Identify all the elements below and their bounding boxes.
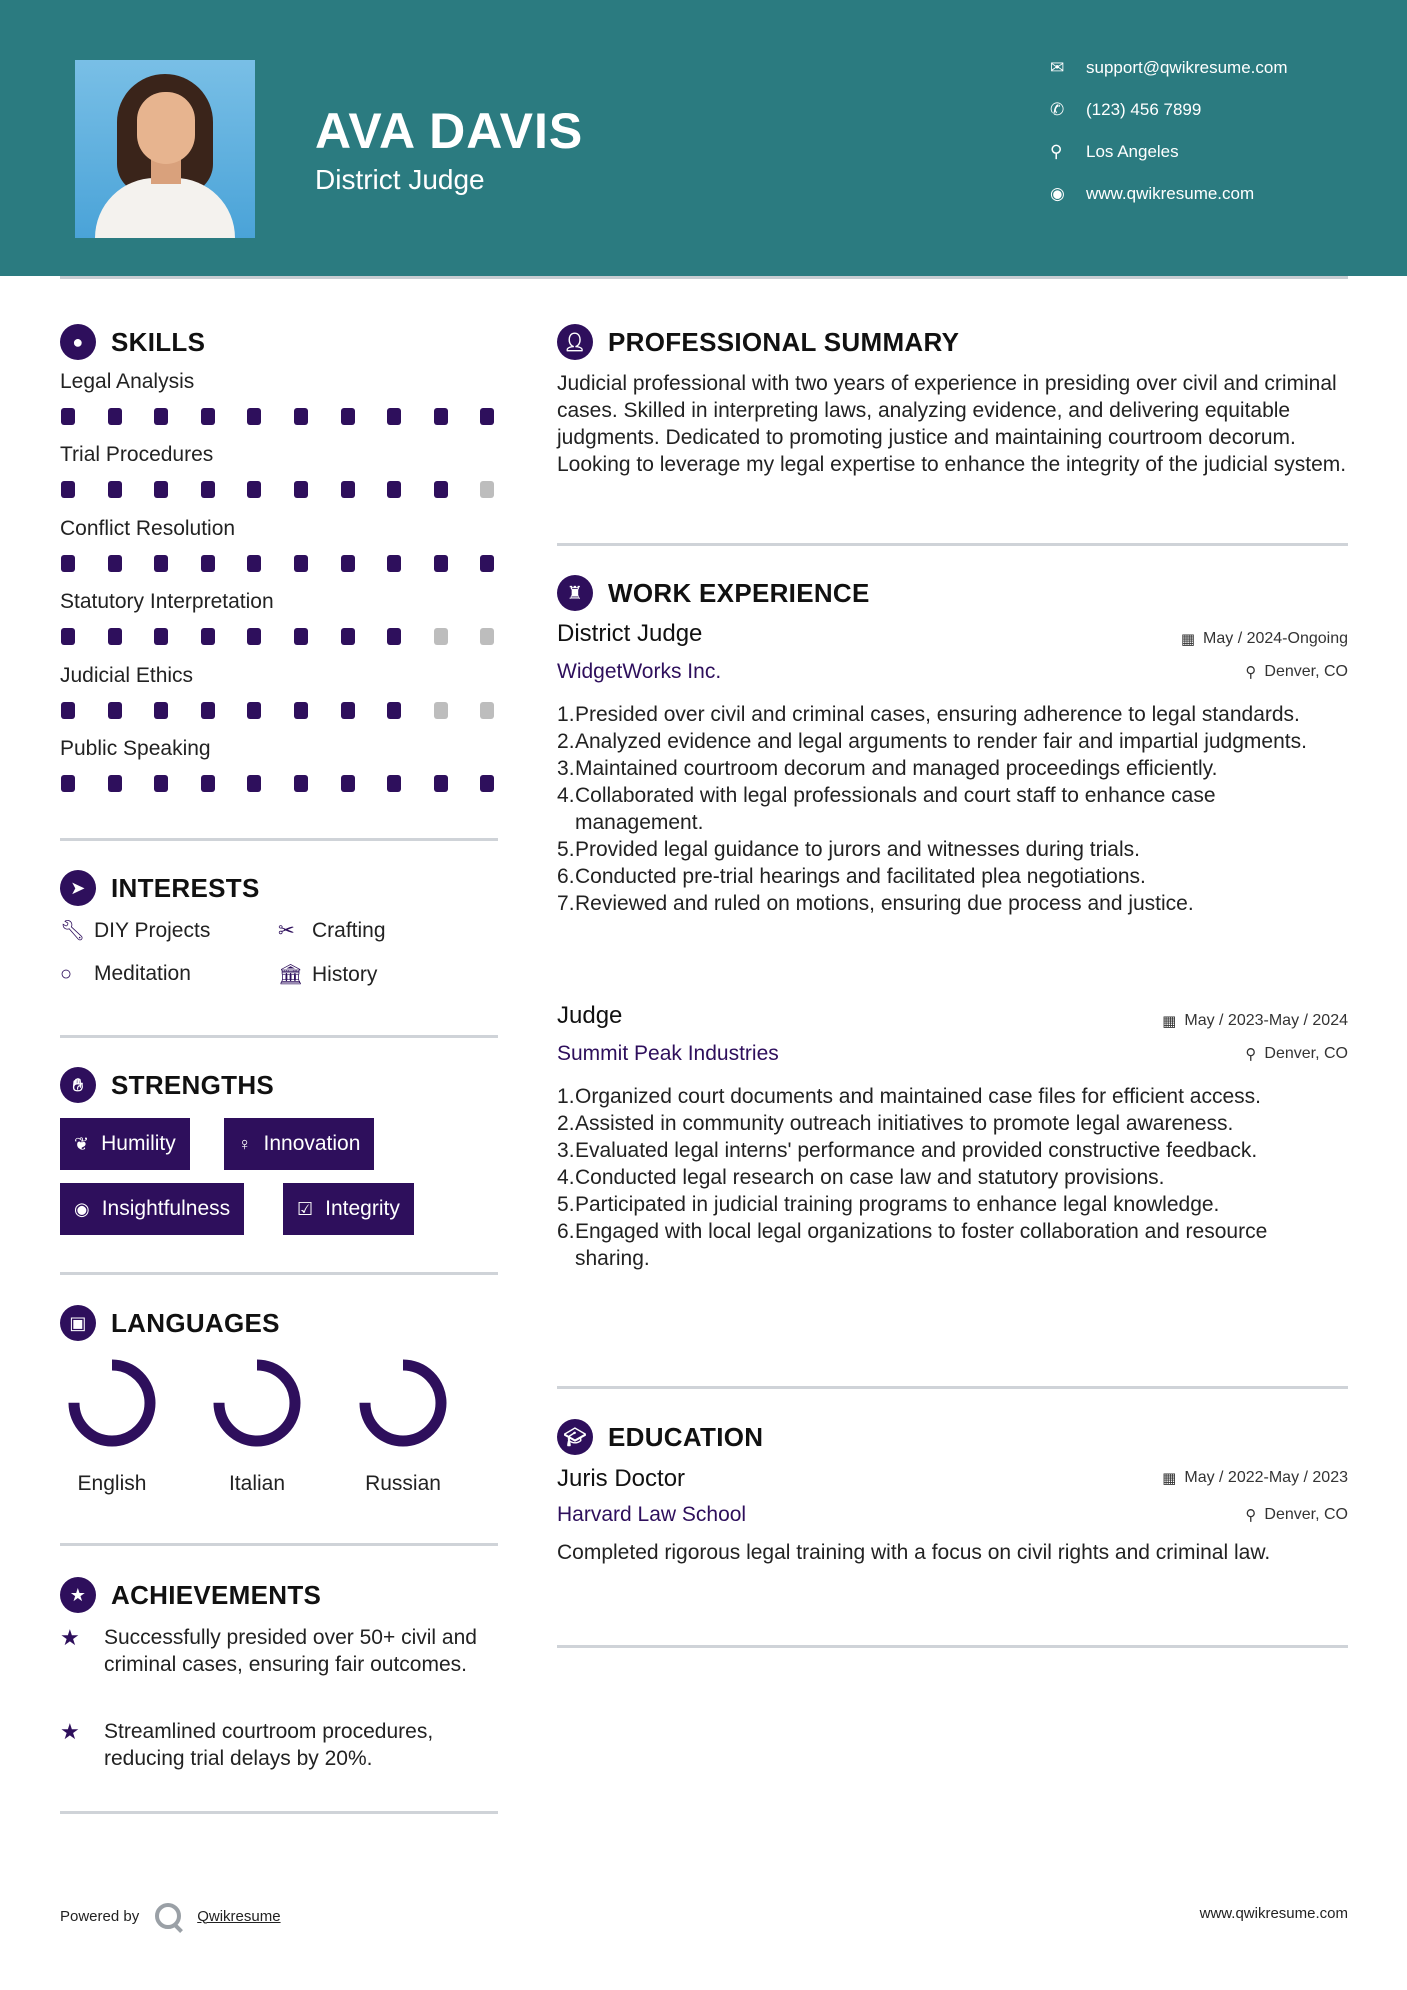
scissors-icon: ✂ xyxy=(278,920,295,942)
school-name: Harvard Law School xyxy=(557,1503,747,1526)
language-level-arc xyxy=(219,1365,295,1441)
interest-item: ○ Meditation xyxy=(60,962,191,985)
skill-level-dot xyxy=(247,481,261,498)
duty-item: Presided over civil and criminal cases, ensuring adherence to legal standards. xyxy=(575,703,1300,726)
skill-level-dot xyxy=(294,775,308,792)
skill-level-dot xyxy=(480,702,494,719)
skill-name: Legal Analysis xyxy=(60,370,195,393)
achievement-item: ★ Successfully presided over 50+ civil and criminal cases, ensuring fair outcomes. xyxy=(60,1625,477,1676)
pushpin-icon: ⚲ xyxy=(1245,1507,1257,1524)
header-divider xyxy=(60,276,1348,279)
duty-item: Organized court documents and maintained case files for efficient access. xyxy=(575,1085,1261,1108)
skill-level-dot xyxy=(108,702,122,719)
skill-level-dot xyxy=(387,775,401,792)
skill-level-dot xyxy=(434,775,448,792)
interest-item: ✂ Crafting xyxy=(278,918,386,942)
degree-title: Juris Doctor xyxy=(557,1465,686,1492)
calendar-icon: ▦ xyxy=(1162,1470,1177,1487)
skill-level-dot xyxy=(480,481,494,498)
skill-level-dot xyxy=(201,628,215,645)
skill-level-dot xyxy=(480,775,494,792)
interest-item: 🔧︎ DIY Projects xyxy=(60,918,211,942)
duty-item: Conducted pre-trial hearings and facilitated plea negotiations. xyxy=(575,865,1146,888)
user-icon: 👤︎ xyxy=(557,324,593,360)
skill-level-dot xyxy=(247,775,261,792)
job-title: Judge xyxy=(557,1002,623,1029)
pushpin-icon: ⚲ xyxy=(1245,664,1257,681)
skill-level-dot xyxy=(61,702,75,719)
graduate-icon: 🎓︎ xyxy=(557,1419,593,1455)
skill-level-dot xyxy=(61,408,75,425)
shooting-star-icon: ★ xyxy=(60,1719,80,1744)
job-duties xyxy=(557,701,1347,917)
skill-level-dot xyxy=(480,628,494,645)
skill-level-dot xyxy=(387,408,401,425)
checkbox-icon: ☑ xyxy=(297,1198,314,1219)
eye-icon: ◉ xyxy=(74,1198,90,1219)
skill-level-dot xyxy=(341,408,355,425)
skill-level-dot xyxy=(294,408,308,425)
divider xyxy=(60,1035,498,1038)
summary-heading: 👤︎ PROFESSIONAL SUMMARY xyxy=(557,324,959,360)
skill-level-dot xyxy=(201,702,215,719)
resume-header xyxy=(0,0,1407,276)
qwikresume-logo-icon xyxy=(155,1903,181,1929)
envelope-icon: ✉ xyxy=(1050,58,1065,77)
skill-name: Trial Procedures xyxy=(60,443,214,467)
job-title: District Judge xyxy=(557,620,703,647)
skill-level-dot xyxy=(61,775,75,792)
summary-text: Judicial professional with two years of experience in presiding over civil and criminal cases. Skilled in interpreting laws, analyzing evidence, and delivering equitable judgments. Dedicated to promoting justice and maintaining courtroom decorum. Looking to leverage my legal expertise to enhance the integrity of the judicial system. xyxy=(557,372,1347,476)
job-duties xyxy=(557,1083,1347,1272)
skill-level-dot xyxy=(341,481,355,498)
skill-level-dot xyxy=(480,555,494,572)
divider xyxy=(557,543,1348,546)
skill-level-dot xyxy=(434,408,448,425)
duty-item: Assisted in community outreach initiatives to promote legal awareness. xyxy=(575,1112,1234,1135)
divider xyxy=(557,1645,1348,1648)
skill-level-dot xyxy=(341,555,355,572)
skill-level-dot xyxy=(201,481,215,498)
divider xyxy=(557,1386,1348,1389)
strength-badge: ☑ Integrity xyxy=(283,1183,414,1235)
divider xyxy=(60,1811,498,1814)
skill-level-dot xyxy=(294,628,308,645)
calendar-icon: ▦ xyxy=(1162,1013,1177,1030)
skill-level-dot xyxy=(247,555,261,572)
education-description: Completed rigorous legal training with a focus on civil rights and criminal law. xyxy=(557,1541,1271,1564)
achievement-item: ★ Streamlined courtroom procedures, reducing trial delays by 20%. xyxy=(60,1719,434,1770)
skill-level-dot xyxy=(434,481,448,498)
star-badge-icon: ★ xyxy=(60,1577,96,1613)
duty-item: Reviewed and ruled on motions, ensuring due process and justice. xyxy=(575,892,1194,915)
skill-level-dot xyxy=(201,775,215,792)
skill-level-dot xyxy=(108,481,122,498)
language-level-ring xyxy=(358,1358,448,1448)
skill-level-dot xyxy=(154,775,168,792)
skill-level-dot xyxy=(341,775,355,792)
globe-icon: ◉ xyxy=(1050,184,1065,203)
circle-icon: ○ xyxy=(60,962,73,985)
education-location: ⚲ Denver, CO xyxy=(1245,1506,1348,1524)
divider xyxy=(60,1272,498,1275)
language-level-arc xyxy=(74,1365,150,1441)
skill-level-dot xyxy=(108,628,122,645)
duty-item: Engaged with local legal organizations to foster collaboration and resource sharing. xyxy=(575,1220,1268,1270)
skill-name: Statutory Interpretation xyxy=(60,590,274,614)
contact-email[interactable]: ✉ support@qwikresume.com xyxy=(1050,58,1288,77)
skill-level-dot xyxy=(154,408,168,425)
hand-icon: ✋︎ xyxy=(60,1067,96,1103)
achievements-heading: ★ ACHIEVEMENTS xyxy=(60,1577,321,1613)
strength-badge: ♀ Innovation xyxy=(224,1118,374,1170)
skill-level-dot xyxy=(387,628,401,645)
skill-level-dot xyxy=(434,555,448,572)
language-level-ring xyxy=(67,1358,157,1448)
duty-item: Participated in judicial training programs to enhance legal knowledge. xyxy=(575,1193,1220,1216)
skill-level-dot xyxy=(201,555,215,572)
duty-item: Analyzed evidence and legal arguments to render fair and impartial judgments. xyxy=(575,730,1307,753)
skill-level-dot xyxy=(61,481,75,498)
footer-powered-by: Powered by Qwikresume xyxy=(60,1903,281,1929)
skill-level-dot xyxy=(341,628,355,645)
job-company: WidgetWorks Inc. xyxy=(557,660,722,683)
id-card-icon: ▣ xyxy=(60,1305,96,1341)
skill-level-dot xyxy=(434,702,448,719)
phone-icon: ✆ xyxy=(1050,100,1065,119)
contact-website[interactable]: ◉ www.qwikresume.com xyxy=(1050,184,1255,203)
skill-level-dot xyxy=(294,555,308,572)
education-heading: 🎓︎ EDUCATION xyxy=(557,1419,763,1455)
duty-item: Evaluated legal interns' performance and provided constructive feedback. xyxy=(575,1139,1258,1162)
divider xyxy=(60,1543,498,1546)
job-dates: ▦ May / 2023-May / 2024 xyxy=(1162,1012,1348,1030)
chair-icon: ♜ xyxy=(557,575,593,611)
wrench-icon: 🔧︎ xyxy=(60,920,86,942)
skill-level-dot xyxy=(247,702,261,719)
skill-level-dot xyxy=(247,628,261,645)
skills-heading: ● SKILLS xyxy=(60,324,205,360)
job-dates: ▦ May / 2024-Ongoing xyxy=(1180,630,1348,648)
skill-level-dot xyxy=(247,408,261,425)
skill-name: Judicial Ethics xyxy=(60,663,194,687)
skill-level-dot xyxy=(341,702,355,719)
skill-level-dot xyxy=(61,555,75,572)
skill-level-dot xyxy=(61,628,75,645)
skill-level-dot xyxy=(108,775,122,792)
calendar-icon: ▦ xyxy=(1180,631,1196,648)
skill-level-dot xyxy=(480,408,494,425)
language-name: Russian xyxy=(365,1472,441,1495)
job-location: ⚲ Denver, CO xyxy=(1245,1045,1348,1063)
skill-level-dot xyxy=(154,628,168,645)
skill-level-dot xyxy=(154,481,168,498)
duty-item: Maintained courtroom decorum and managed proceedings efficiently. xyxy=(575,757,1218,780)
skill-level-dot xyxy=(108,555,122,572)
job-company: Summit Peak Industries xyxy=(557,1042,779,1065)
language-name: English xyxy=(77,1472,147,1495)
divider xyxy=(60,838,498,841)
footer-site[interactable]: www.qwikresume.com xyxy=(1199,1905,1348,1922)
strengths-heading: ✋︎ STRENGTHS xyxy=(60,1067,274,1103)
candidate-name: AVA DAVIS xyxy=(315,103,584,159)
skill-level-dot xyxy=(387,481,401,498)
skill-level-dot xyxy=(434,628,448,645)
language-name: Italian xyxy=(228,1472,286,1495)
profile-photo xyxy=(75,60,255,238)
strength-badge: ❦ Humility xyxy=(60,1118,190,1170)
languages-heading: ▣ LANGUAGES xyxy=(60,1305,280,1341)
candidate-title: District Judge xyxy=(315,164,485,195)
qwikresume-link[interactable]: Qwikresume xyxy=(197,1907,281,1925)
paper-plane-icon: ➤ xyxy=(60,870,96,906)
map-pin-icon: ⚲ xyxy=(1050,142,1063,161)
experience-heading: ♜ WORK EXPERIENCE xyxy=(557,575,870,611)
skill-level-dot xyxy=(154,702,168,719)
museum-icon: 🏛︎ xyxy=(278,964,304,986)
pushpin-icon: ⚲ xyxy=(1245,1046,1257,1063)
interests-heading: ➤ INTERESTS xyxy=(60,870,260,906)
skill-level-dot xyxy=(387,555,401,572)
skill-level-dot xyxy=(294,481,308,498)
skill-level-dot xyxy=(387,702,401,719)
skill-level-dot xyxy=(108,408,122,425)
interest-item: 🏛︎ History xyxy=(278,962,378,986)
skill-level-dot xyxy=(294,702,308,719)
duty-item: Collaborated with legal professionals and court staff to enhance case management. xyxy=(575,784,1216,834)
job-location: ⚲ Denver, CO xyxy=(1245,663,1348,681)
skill-level-dot xyxy=(154,555,168,572)
education-dates: ▦ May / 2022-May / 2023 xyxy=(1162,1469,1348,1487)
skill-name: Public Speaking xyxy=(60,737,211,760)
duty-item: Provided legal guidance to jurors and witnesses during trials. xyxy=(575,838,1140,861)
language-level-arc xyxy=(365,1365,441,1441)
contact-phone: ✆ (123) 456 7899 xyxy=(1050,100,1202,119)
lightbulb-icon: ● xyxy=(60,324,96,360)
duty-item: Conducted legal research on case law and statutory provisions. xyxy=(575,1166,1165,1189)
language-level-ring xyxy=(212,1358,302,1448)
leaf-icon: ❦ xyxy=(74,1133,90,1154)
lightbulb-icon: ♀ xyxy=(238,1133,252,1154)
contact-location: ⚲ Los Angeles xyxy=(1050,142,1179,161)
skill-name: Conflict Resolution xyxy=(60,516,236,540)
shooting-star-icon: ★ xyxy=(60,1625,80,1650)
skill-level-dot xyxy=(201,408,215,425)
strength-badge: ◉ Insightfulness xyxy=(60,1183,244,1235)
